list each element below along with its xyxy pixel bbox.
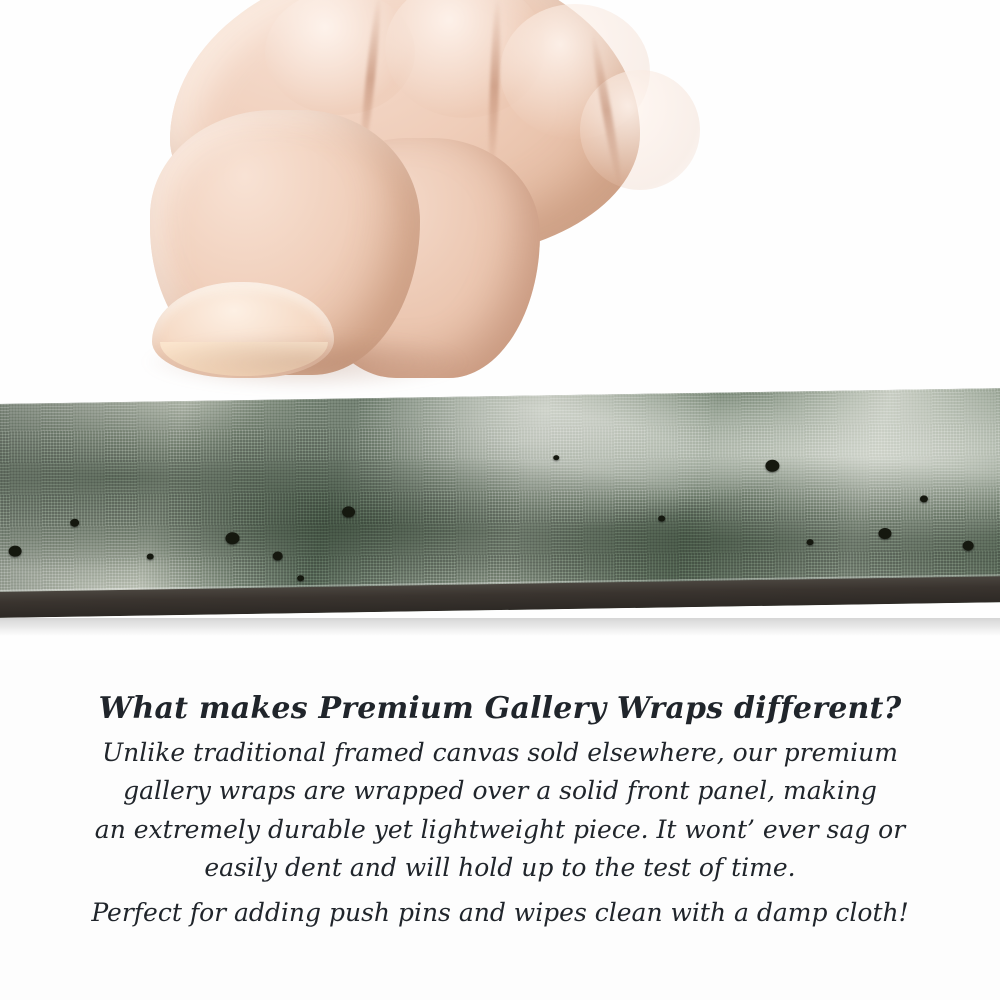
canvas-wrap-slab [0,388,1000,618]
finger-contact-shadow [140,332,470,392]
hand-illustration [110,0,650,420]
caption-block [0,690,1000,932]
caption-line: gallery wraps are wrapped over a solid front panel, making [123,776,877,805]
caption-line: an extremely durable yet lightweight piece. It wont’ ever sag or [94,814,906,844]
drop-shadow [0,618,1000,636]
caption-heading: What makes Premium Gallery Wraps different? [98,691,902,726]
caption-line: Unlike traditional framed canvas sold elsewhere, our premium [102,737,898,767]
caption-line: easily dent and will hold up to the test of time. [204,853,796,882]
caption-closing-line: Perfect for adding push pins and wipes clean with a damp cloth! [91,897,909,927]
